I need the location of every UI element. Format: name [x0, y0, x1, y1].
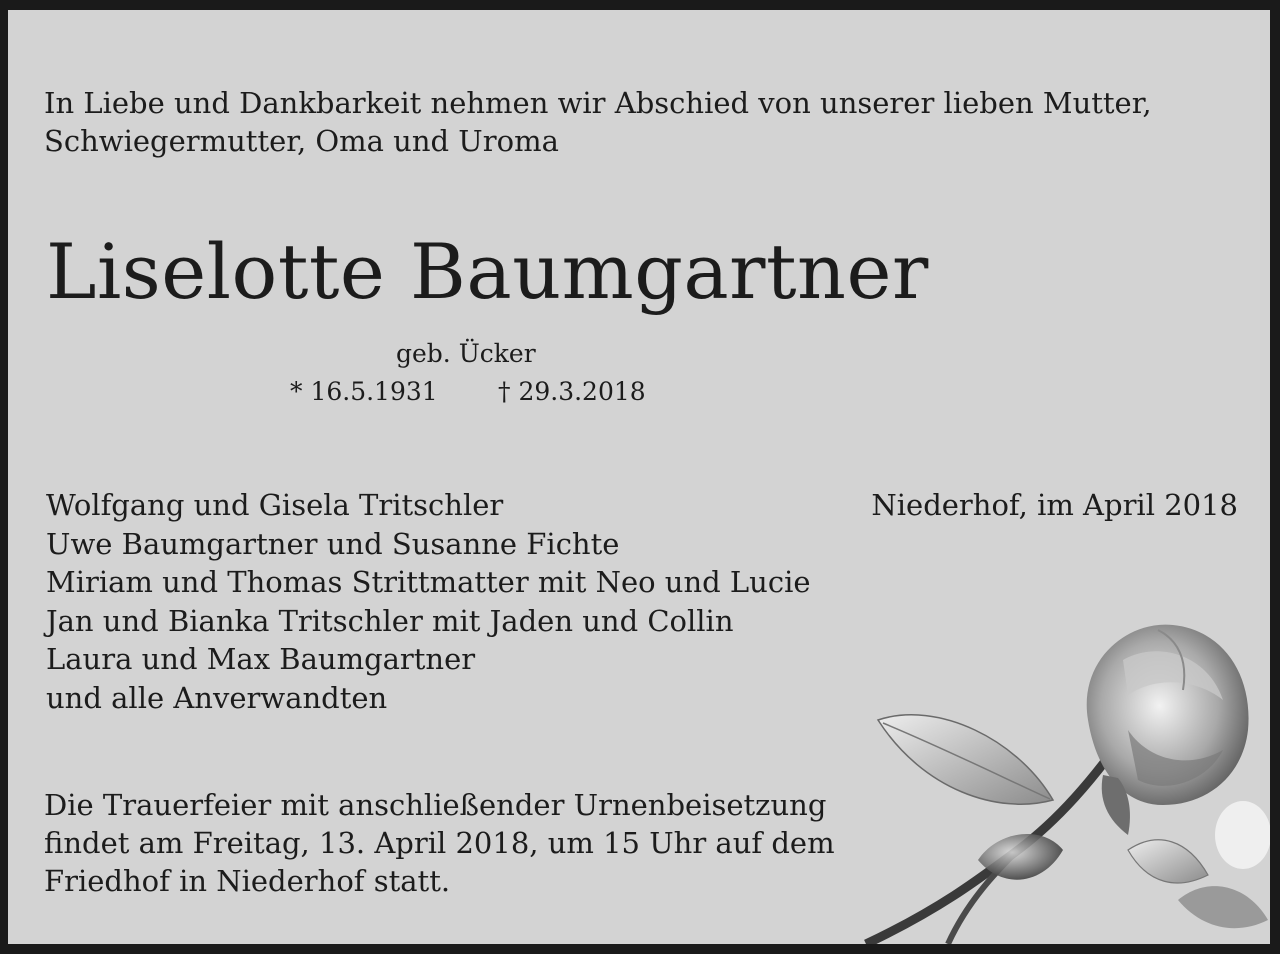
mourner-line: Jan und Bianka Tritschler mit Jaden und Collin [46, 603, 734, 638]
mourner-line: Laura und Max Baumgartner [46, 642, 476, 676]
mourner-line: und alle Anverwandten [46, 680, 388, 715]
obituary-notice [8, 10, 1270, 944]
ceremony-info [44, 786, 835, 900]
ceremony-line-2: findet am Freitag, 13. April 2018, um 15 Uhr auf dem [44, 826, 835, 860]
intro-text [44, 84, 1152, 160]
mourners-list [46, 486, 811, 717]
mourner-line: Wolfgang und Gisela Tritschler [46, 488, 504, 522]
rose-icon [828, 600, 1270, 944]
deceased-name: Liselotte Baumgartner [46, 227, 929, 316]
place-date: Niederhof, im April 2018 [871, 488, 1238, 522]
ceremony-line-1: Die Trauerfeier mit anschließender Urnenbeisetzung [44, 788, 827, 822]
death-date: † 29.3.2018 [498, 377, 646, 406]
mourner-line: Uwe Baumgartner und Susanne Fichte [46, 526, 620, 561]
ceremony-line-3: Friedhof in Niederhof statt. [44, 864, 451, 898]
intro-line-1: In Liebe und Dankbarkeit nehmen wir Abschied von unserer lieben Mutter, [44, 86, 1152, 120]
mourner-line: Miriam und Thomas Strittmatter mit Neo und Lucie [46, 565, 811, 599]
intro-line-2: Schwiegermutter, Oma und Uroma [44, 124, 559, 158]
birth-date: * 16.5.1931 [290, 377, 438, 406]
birth-name: geb. Ücker [396, 339, 536, 368]
